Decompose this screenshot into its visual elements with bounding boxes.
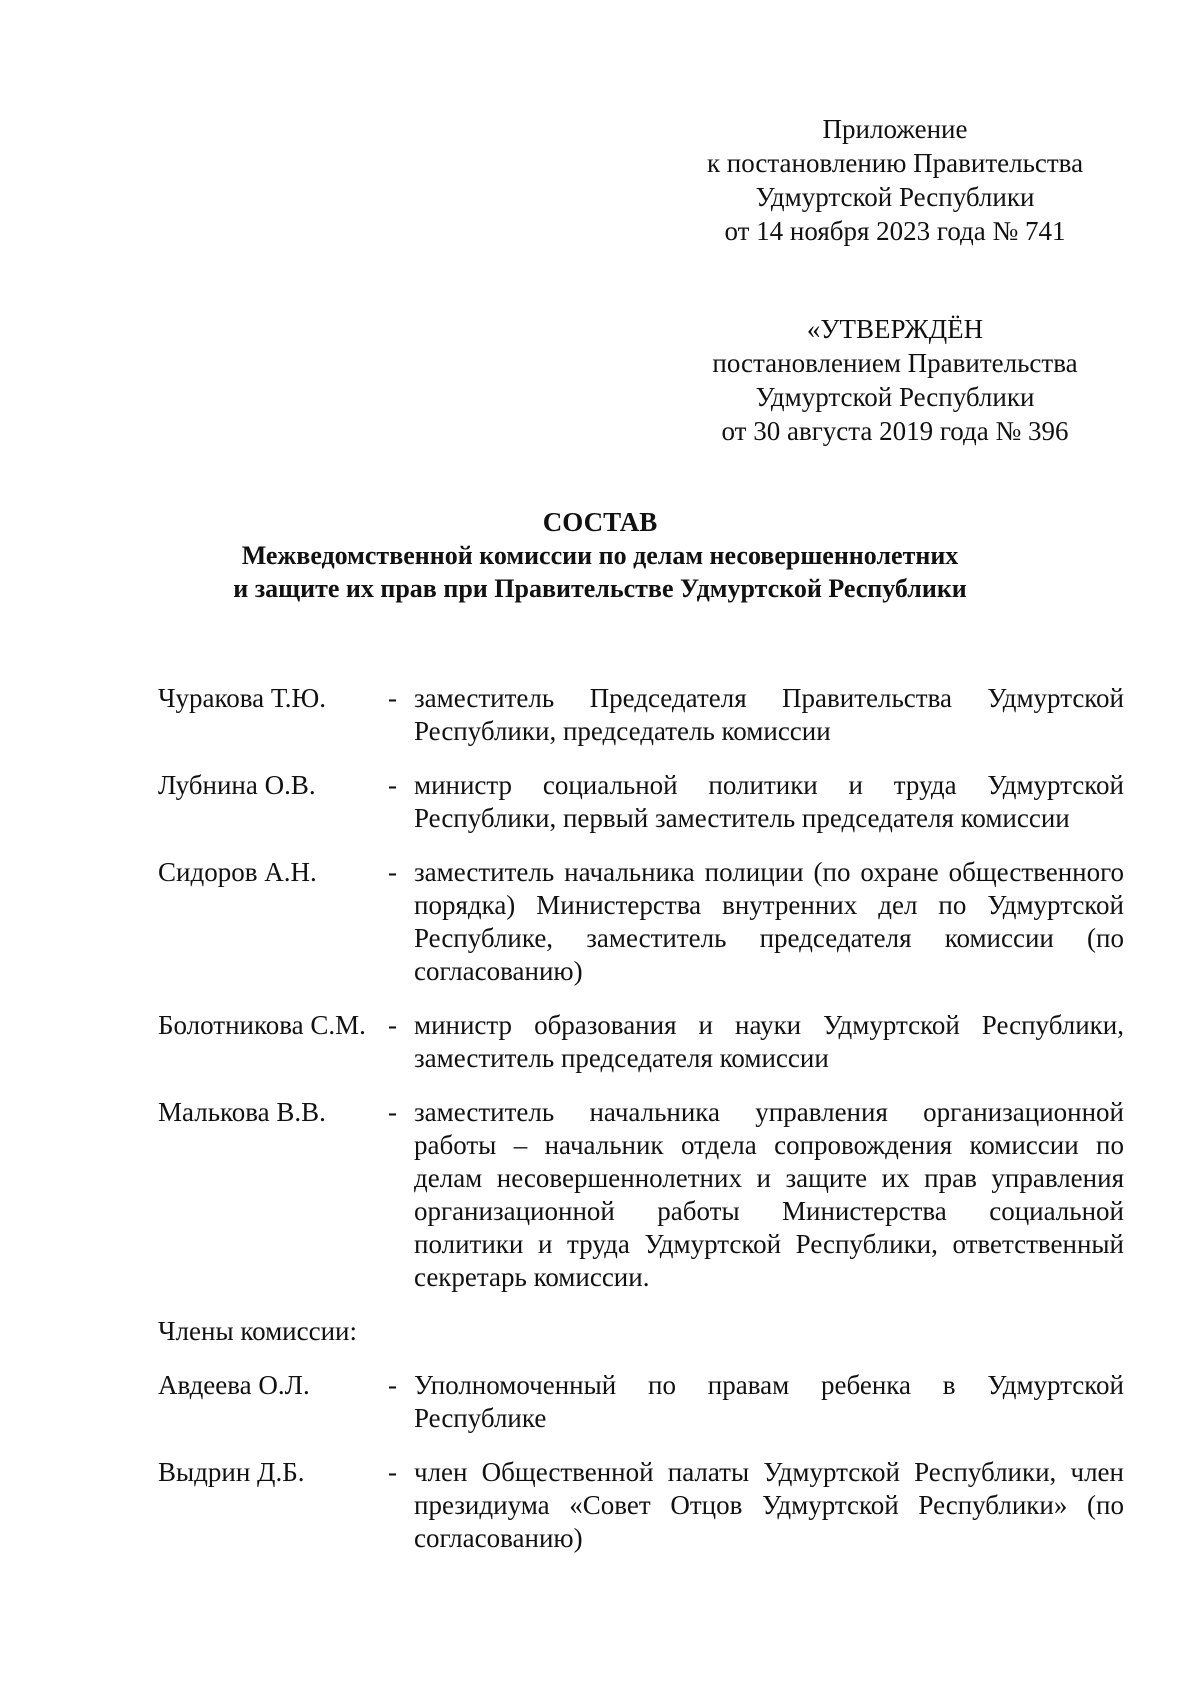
member-dash: - — [388, 857, 397, 887]
member-description: Уполномоченный по правам ребенка в Удмуртской Республике — [414, 1370, 1124, 1433]
member-name: Малькова В.В. — [158, 1097, 326, 1127]
approved-header — [700, 312, 1090, 448]
member-description: министр социальной политики и труда Удмуртской Республики, первый заместитель председателя комиссии — [414, 770, 1124, 833]
member-entry — [158, 1369, 1124, 1435]
appendix-line: Приложение — [822, 114, 968, 144]
appendix-line: Удмуртской Республики — [755, 182, 1035, 212]
title-heading: СОСТАВ — [542, 507, 658, 537]
title-line: и защите их прав при Правительстве Удмуртской Республики — [233, 574, 967, 603]
member-name: Лубнина О.В. — [158, 770, 316, 800]
approved-line: постановлением Правительства — [712, 348, 1078, 378]
members-section-label: Члены комиссии: — [158, 1316, 357, 1346]
member-dash: - — [388, 683, 397, 713]
member-entry — [158, 769, 1124, 835]
member-description: министр образования и науки Удмуртской Республики, заместитель председателя комиссии — [414, 1010, 1124, 1073]
approved-line: от 30 августа 2019 года № 396 — [721, 416, 1069, 446]
title-line: Межведомственной комиссии по делам несовершеннолетних — [241, 541, 959, 570]
member-entry — [158, 1009, 1124, 1075]
member-dash: - — [388, 1097, 397, 1127]
member-name: Болотникова С.М. — [158, 1010, 366, 1040]
member-entry — [158, 1456, 1124, 1555]
approved-line: Удмуртской Республики — [755, 382, 1035, 412]
appendix-header — [700, 112, 1090, 248]
member-description: заместитель начальника управления организационной работы – начальник отдела сопровождения комиссии по делам несовершеннолетних и защите их прав управления организационной работы Министерства социальной политики и труда Удмуртской Республики, ответственный секретарь комиссии. — [414, 1097, 1124, 1292]
member-description: заместитель Председателя Правительства Удмуртской Республики, председатель комиссии — [414, 683, 1124, 746]
document-title — [150, 506, 1050, 605]
member-entry — [158, 682, 1124, 748]
member-name: Сидоров А.Н. — [158, 857, 317, 887]
members-list — [158, 682, 1124, 1576]
member-description: член Общественной палаты Удмуртской Республики, член президиума «Совет Отцов Удмуртской Республики» (по согласованию) — [414, 1457, 1124, 1553]
approved-line: «УТВЕРЖДЁН — [806, 314, 984, 344]
member-description: заместитель начальника полиции (по охране общественного порядка) Министерства внутренних дел по Удмуртской Республике, заместитель председателя комиссии (по согласованию) — [414, 857, 1124, 986]
member-entry — [158, 1096, 1124, 1294]
appendix-line: от 14 ноября 2023 года № 741 — [724, 216, 1066, 246]
member-name: Выдрин Д.Б. — [158, 1457, 305, 1487]
member-entry — [158, 856, 1124, 988]
appendix-line: к постановлению Правительства — [706, 148, 1084, 178]
member-dash: - — [388, 1010, 397, 1040]
member-dash: - — [388, 1370, 397, 1400]
member-dash: - — [388, 770, 397, 800]
member-dash: - — [388, 1457, 397, 1487]
member-name: Чуракова Т.Ю. — [158, 683, 326, 713]
member-name: Авдеева О.Л. — [158, 1370, 310, 1400]
